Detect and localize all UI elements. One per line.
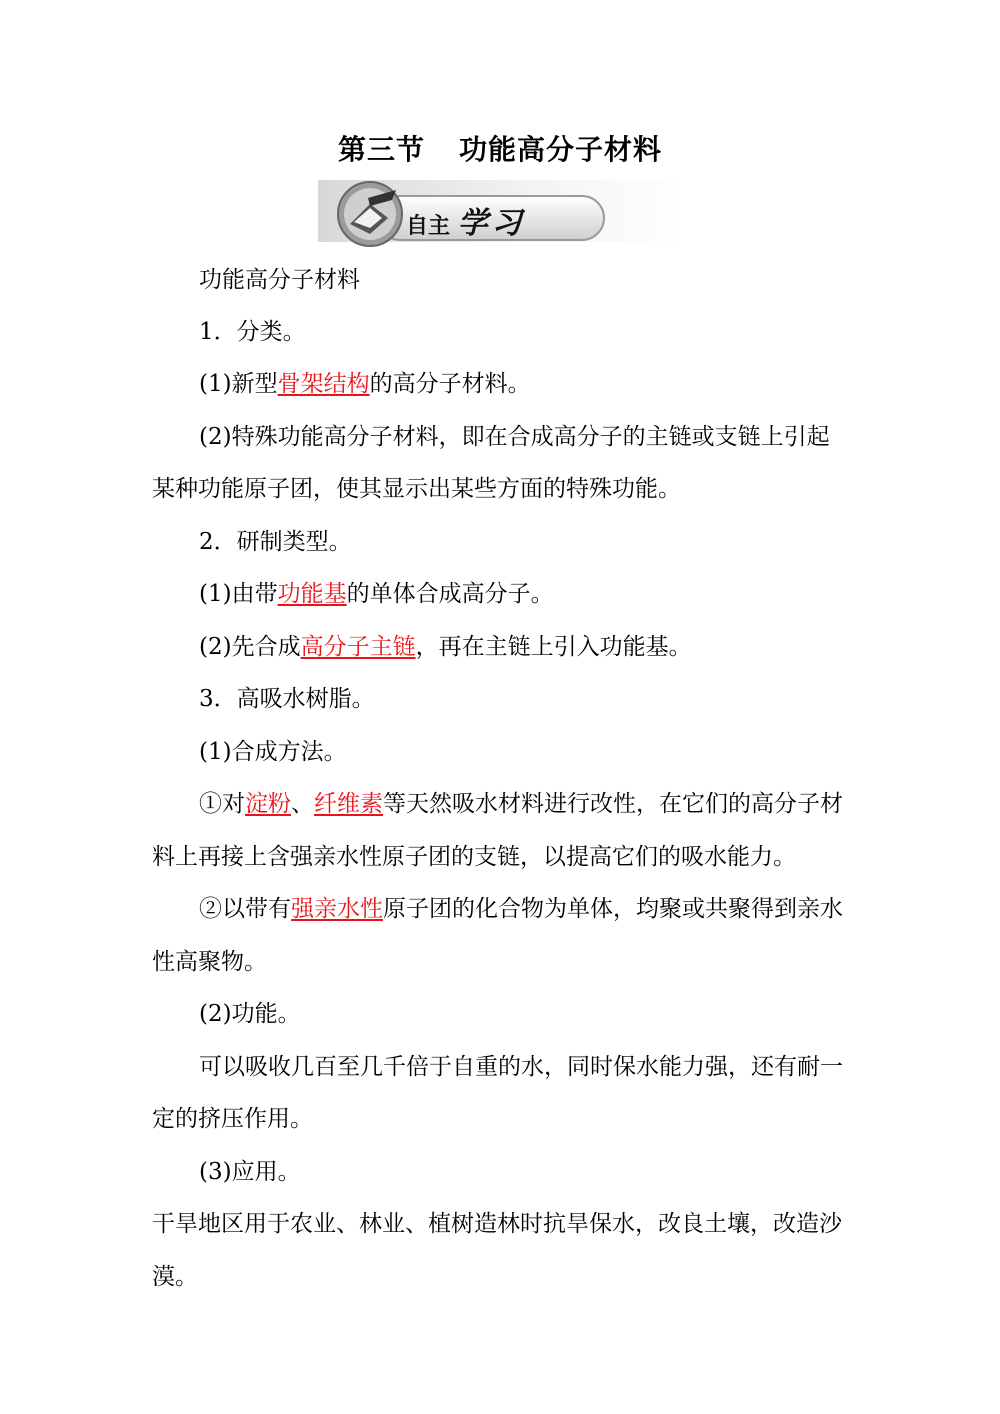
paragraph-line: 某种功能原子团，使其显示出某些方面的特殊功能。 <box>152 476 681 502</box>
paragraph-line <box>199 579 554 609</box>
highlight-answer: 骨架结构 <box>277 371 370 397</box>
page-title <box>0 128 1000 168</box>
section-title: 功能高分子材料 <box>459 133 663 166</box>
text: 的高分子材料。 <box>369 371 531 397</box>
text: 、 <box>291 791 314 817</box>
highlight-answer: 强亲水性 <box>291 896 383 922</box>
paragraph-line: 可以吸收几百至几千倍于自重的水，同时保水能力强，还有耐一 <box>199 1054 843 1080</box>
paragraph-line: 漠。 <box>152 1264 198 1290</box>
paragraph-line: 定的挤压作用。 <box>152 1106 313 1132</box>
paragraph-line: (1)合成方法。 <box>199 739 347 765</box>
section-number: 第三节 <box>337 133 425 166</box>
paragraph-line <box>199 789 843 819</box>
item-heading-3: 3．高吸水树脂。 <box>199 686 375 712</box>
paragraph-line: (3)应用。 <box>199 1159 301 1185</box>
highlight-answer: 功能基 <box>277 581 347 607</box>
paragraph-line <box>199 894 843 924</box>
text: (1)由带 <box>199 581 278 607</box>
paragraph-line: 性高聚物。 <box>152 949 267 975</box>
paragraph-line: (2)功能。 <box>199 1001 301 1027</box>
banner-small-text: 自主 <box>406 213 451 239</box>
highlight-answer: 淀粉 <box>245 791 291 817</box>
text: 的单体合成高分子。 <box>346 581 554 607</box>
paragraph-line: (2)特殊功能高分子材料，即在合成高分子的主链或支链上引起 <box>199 424 830 450</box>
paragraph-line <box>199 369 531 399</box>
paragraph-line: 干旱地区用于农业、林业、植树造林时抗旱保水，改良土壤，改造沙 <box>152 1211 842 1237</box>
section-heading: 功能高分子材料 <box>199 267 360 293</box>
text: 等天然吸水材料进行改性，在它们的高分子材 <box>383 791 843 817</box>
text: ，再在主链上引入功能基。 <box>415 634 692 660</box>
highlight-answer: 纤维素 <box>314 791 383 817</box>
text: ②以带有 <box>199 896 291 922</box>
text: (1)新型 <box>199 371 278 397</box>
item-heading-1: 1．分类。 <box>199 319 306 345</box>
text: 原子团的化合物为单体，均聚或共聚得到亲水 <box>383 896 843 922</box>
banner-label <box>406 198 526 242</box>
item-heading-2: 2．研制类型。 <box>199 529 352 555</box>
self-study-banner <box>318 178 688 248</box>
text: (2)先合成 <box>199 634 301 660</box>
text: ①对 <box>199 791 245 817</box>
banner-big-text: 学习 <box>457 206 526 241</box>
paragraph-line: 料上再接上含强亲水性原子团的支链，以提高它们的吸水能力。 <box>152 844 796 870</box>
highlight-answer: 高分子主链 <box>300 634 416 660</box>
paragraph-line <box>199 632 692 662</box>
